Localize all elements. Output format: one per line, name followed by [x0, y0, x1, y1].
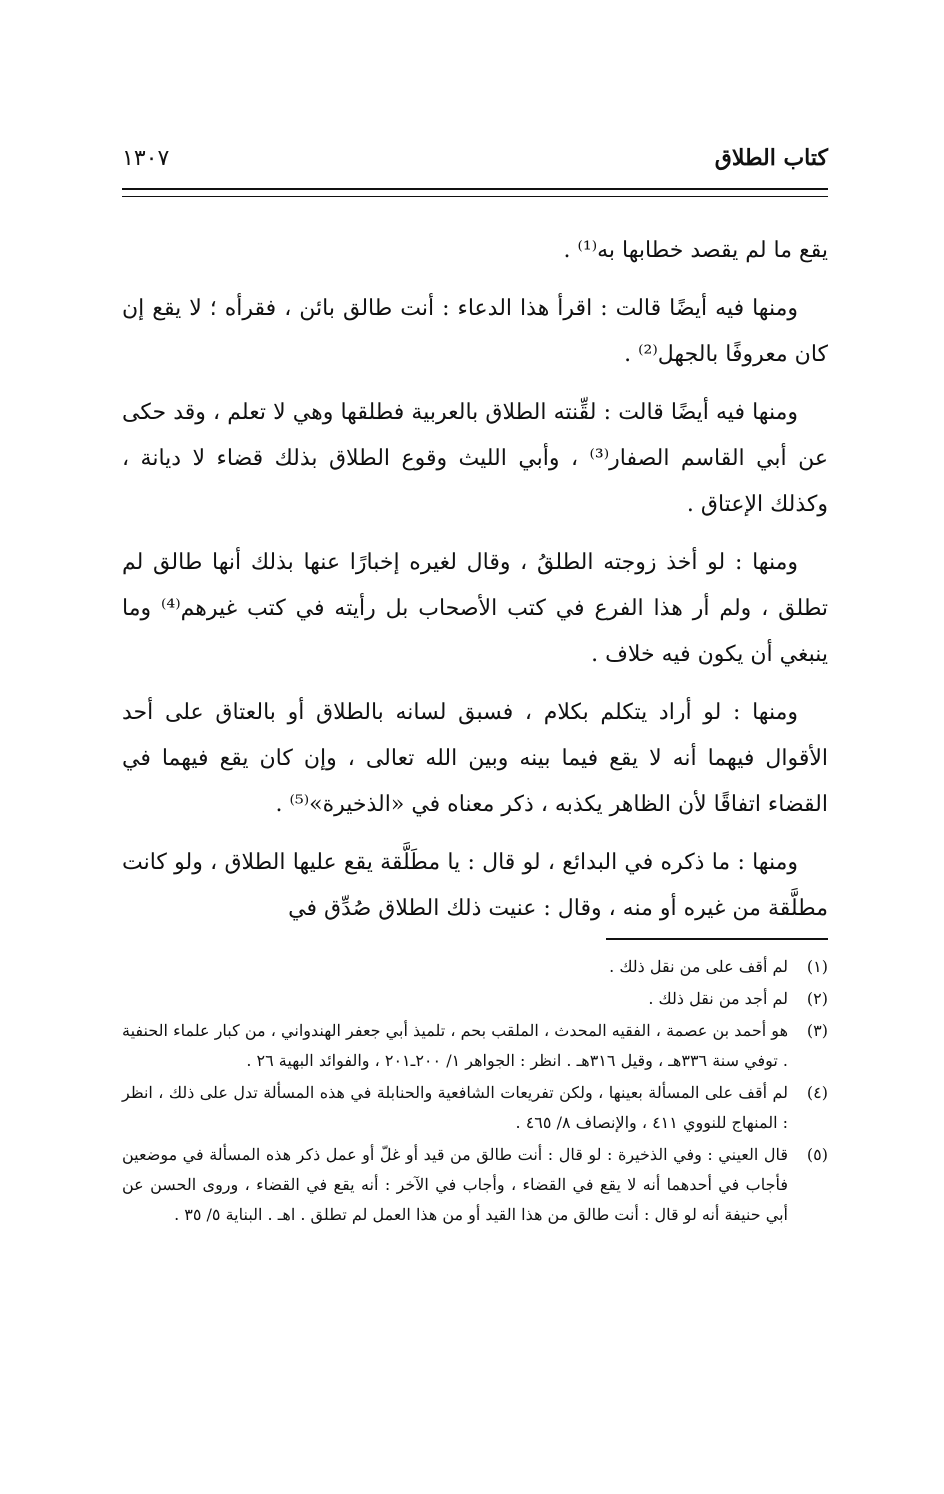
- footnote-item: [122, 952, 828, 982]
- footnote-item: [122, 1140, 828, 1230]
- chapter-title: كتاب الطلاق: [714, 145, 828, 171]
- main-text: [122, 228, 828, 944]
- paragraph: ومنها فيه أيضًا قالت : اقرأ هذا الدعاء : أنت طالق بائن ، فقرأه ؛ لا يقع إن كان معروفًا بالجهل⁽²⁾ .: [122, 296, 828, 367]
- paragraph: يقع ما لم يقصد خطابها به⁽¹⁾ .: [563, 238, 828, 263]
- footnote-number: (٢): [806, 989, 828, 1008]
- footnote-text: هو أحمد بن عصمة ، الفقيه المحدث ، الملقب بحم ، تلميذ أبي جعفر الهندواني ، من كبار علماء الحنفية . توفي سنة ٣٣٦هـ ، وقيل ٣١٦هـ . انظر : الجواهر ١/ ٢٠٠ـ٢٠١ ، والفوائد البهية ٢٦ .: [122, 1021, 789, 1070]
- footnote-text: قال العيني : وفي الذخيرة : لو قال : أنت طالق من قيد أو غلّ أو عمل ذكر هذه المسألة في موضعين فأجاب في أحدهما أنه لا يقع في القضاء ، وأجاب في الآخر : أنه يقع في القضاء ، وروى الحسن عن أبي حنيفة أنه لو قال : أنت طالق من هذا القيد أو من هذا العمل لم تطلق . اهـ . البناية ٥/ ٣٥ .: [122, 1145, 789, 1224]
- footnote-number: (٤): [806, 1083, 828, 1102]
- paragraph: ومنها : لو أراد يتكلم بكلام ، فسبق لسانه بالطلاق أو بالعتاق على أحد الأقوال فيهما أنه لا يقع فيما بينه وبين الله تعالى ، وإن كان يقع فيهما في القضاء اتفاقًا لأن الظاهر يكذبه ، ذكر معناه في «الذخيرة»⁽⁵⁾ .: [122, 700, 828, 817]
- footnote-item: [122, 1016, 828, 1076]
- paragraph: ومنها فيه أيضًا قالت : لقِّنته الطلاق بالعربية فطلقها وهي لا تعلم ، وقد حكى عن أبي القاسم الصفار⁽³⁾ ، وأبي الليث وقوع الطلاق بذلك قضاء لا ديانة ، وكذلك الإعتاق .: [122, 400, 828, 517]
- header-rule: [122, 188, 828, 197]
- footnote-text: لم أقف على المسألة بعينها ، ولكن تفريعات الشافعية والحنابلة في هذه المسألة تدل على ذلك ، انظر : المنهاج للنووي ٤١١ ، والإنصاف ٨/ ٤٦٥ .: [122, 1083, 789, 1132]
- page-number: ١٣٠٧: [122, 145, 170, 171]
- footnote-number: (٣): [806, 1021, 828, 1040]
- footnote-number: (٥): [806, 1145, 828, 1164]
- footnotes: [122, 952, 828, 1232]
- footnote-item: [122, 984, 828, 1014]
- footnote-number: (١): [806, 957, 828, 976]
- footnote-text: لم أجد من نقل ذلك .: [648, 989, 788, 1008]
- footnote-item: [122, 1078, 828, 1138]
- paragraph: ومنها : ما ذكره في البدائع ، لو قال : يا مطَلَّقة يقع عليها الطلاق ، ولو كانت مطلَّقة من غيره أو منه ، وقال : عنيت ذلك الطلاق صُدِّق في: [122, 850, 828, 921]
- footnote-text: لم أقف على من نقل ذلك .: [609, 957, 788, 976]
- paragraph: ومنها : لو أخذ زوجته الطلقُ ، وقال لغيره إخبارًا عنها بذلك أنها طالق لم تطلق ، ولم أر هذا الفرع في كتب الأصحاب بل رأيته في كتب غيرهم⁽⁴⁾ وما ينبغي أن يكون فيه خلاف .: [122, 550, 828, 667]
- footnote-separator: [606, 938, 828, 940]
- running-header: [122, 138, 828, 178]
